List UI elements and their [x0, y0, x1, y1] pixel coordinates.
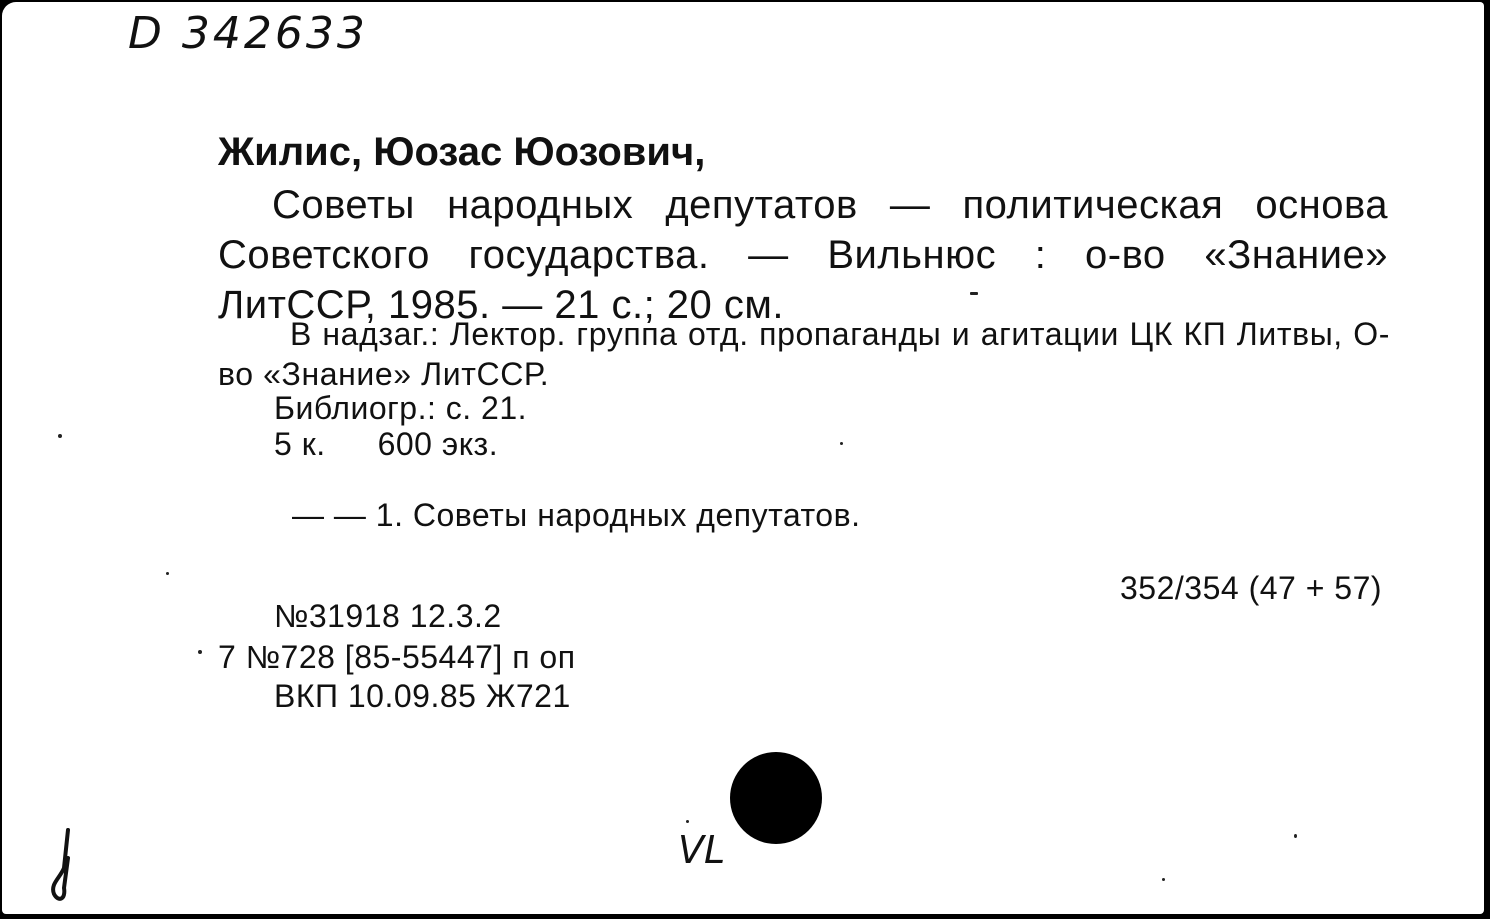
call-number: D 342633 — [128, 8, 368, 59]
title-description: Советы народных депутатов — политическая основа Советского государства. — Вильнюс : о-во «Знание» ЛитССР, 1985. — 21 с.; 20 см. — [218, 183, 1388, 327]
speck — [1162, 878, 1165, 881]
classification-code: 352/354 (47 + 57) — [1120, 570, 1383, 606]
punch-hole — [730, 752, 822, 844]
price: 5 к. — [274, 426, 326, 462]
price-copies-row — [274, 426, 498, 463]
speck — [1294, 834, 1297, 838]
bibliography-note: Библиогр.: с. 21. — [274, 390, 528, 426]
subject-heading: — — 1. Советы народных депутатов. — [292, 497, 861, 533]
speck — [840, 442, 843, 445]
pen-mark-icon — [42, 828, 82, 908]
speck — [686, 820, 689, 823]
meta-line-2: 7 №728 [85-55447] п оп — [218, 639, 576, 675]
copies: 600 экз. — [377, 426, 499, 462]
note-text: В надзаг.: Лектор. группа отд. пропаганды и агитации ЦК КП Литвы, О-во «Знание» ЛитССР. — [218, 316, 1390, 392]
speck — [166, 572, 169, 575]
speck — [198, 650, 202, 654]
meta-line-1: №31918 12.3.2 — [274, 598, 502, 634]
author-heading: Жилис, Юозас Юозович, — [218, 130, 706, 174]
speck — [970, 292, 978, 295]
catalog-card — [2, 2, 1484, 914]
speck — [58, 434, 62, 438]
meta-line-3: ВКП 10.09.85 Ж721 — [274, 678, 571, 714]
handwritten-initials: VL — [678, 828, 726, 872]
